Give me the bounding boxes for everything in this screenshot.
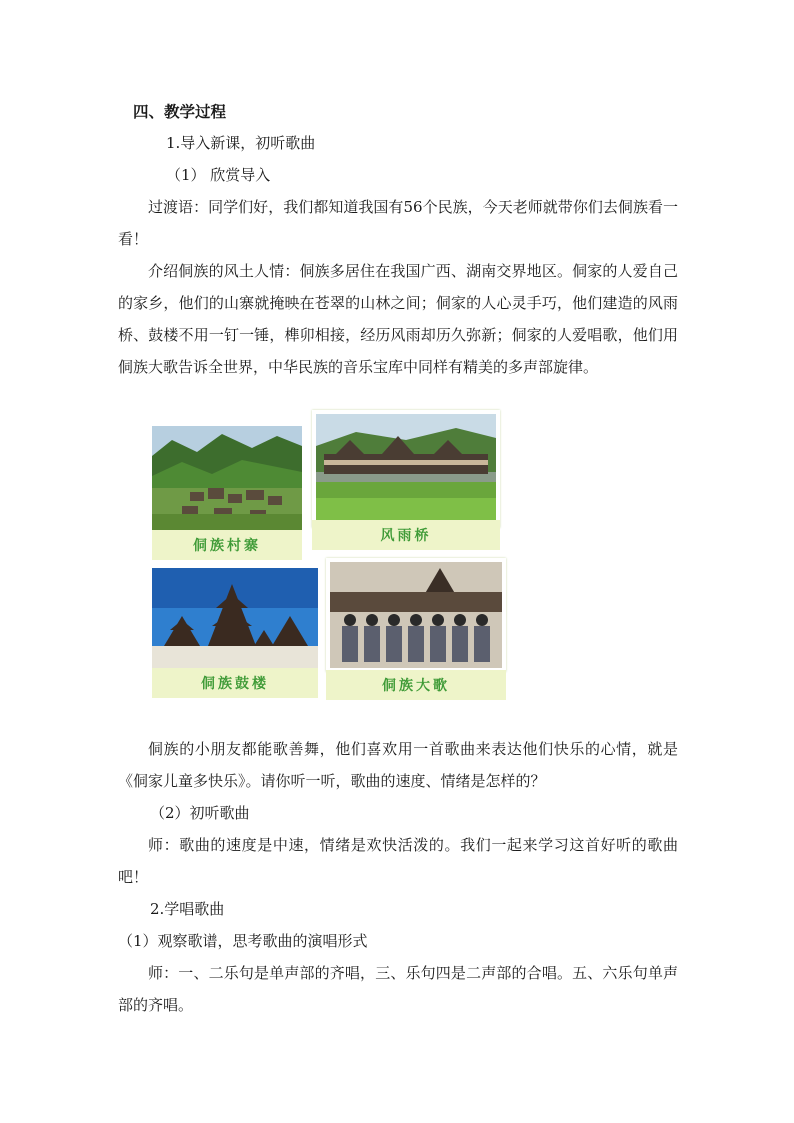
drum-tower-photo — [152, 568, 318, 668]
village-photo — [152, 426, 302, 530]
grand-song-photo — [326, 558, 506, 672]
section-heading: 四、教学过程 — [133, 102, 227, 121]
bridge-photo — [312, 410, 500, 528]
paragraph-transition: 过渡语：同学们好，我们都知道我国有56个民族，今天老师就带你们去侗族看一看！ — [118, 198, 678, 248]
step1-sub1: （1） 欣赏导入 — [166, 166, 271, 184]
caption-drum-tower: 侗族鼓楼 — [152, 668, 318, 698]
dong-culture-figure — [150, 410, 510, 700]
caption-grand-song: 侗族大歌 — [326, 670, 506, 700]
step1-title: 1.导入新课，初听歌曲 — [166, 134, 316, 152]
paragraph-teacher-2: 师：一、二乐句是单声部的齐唱，三、乐句四是二声部的合唱。五、六乐句单声部的齐唱。 — [118, 964, 678, 1014]
caption-bridge: 风雨桥 — [312, 520, 500, 550]
step2-sub1: （1）观察歌谱，思考歌曲的演唱形式 — [118, 932, 368, 950]
paragraph-intro: 介绍侗族的风土人情：侗族多居住在我国广西、湖南交界地区。侗家的人爱自己的家乡，他们的山寨就掩映在苍翠的山林之间；侗家的人心灵手巧，他们建造的风雨桥、鼓楼不用一钉一锤，榫卯相接，经历风雨却历久弥新；侗家的人爱唱歌，他们用侗族大歌告诉全世界，中华民族的音乐宝库中同样有精美的多声部旋律。 — [118, 262, 678, 376]
step2-title: 2.学唱歌曲 — [150, 900, 225, 918]
paragraph-song-intro: 侗族的小朋友都能歌善舞，他们喜欢用一首歌曲来表达他们快乐的心情，就是《侗家儿童多快乐》。请你听一听，歌曲的速度、情绪是怎样的？ — [118, 740, 678, 790]
paragraph-teacher-1: 师：歌曲的速度是中速，情绪是欢快活泼的。我们一起来学习这首好听的歌曲吧！ — [118, 836, 678, 886]
step1-sub2: （2）初听歌曲 — [150, 804, 250, 822]
caption-village: 侗族村寨 — [152, 530, 302, 560]
